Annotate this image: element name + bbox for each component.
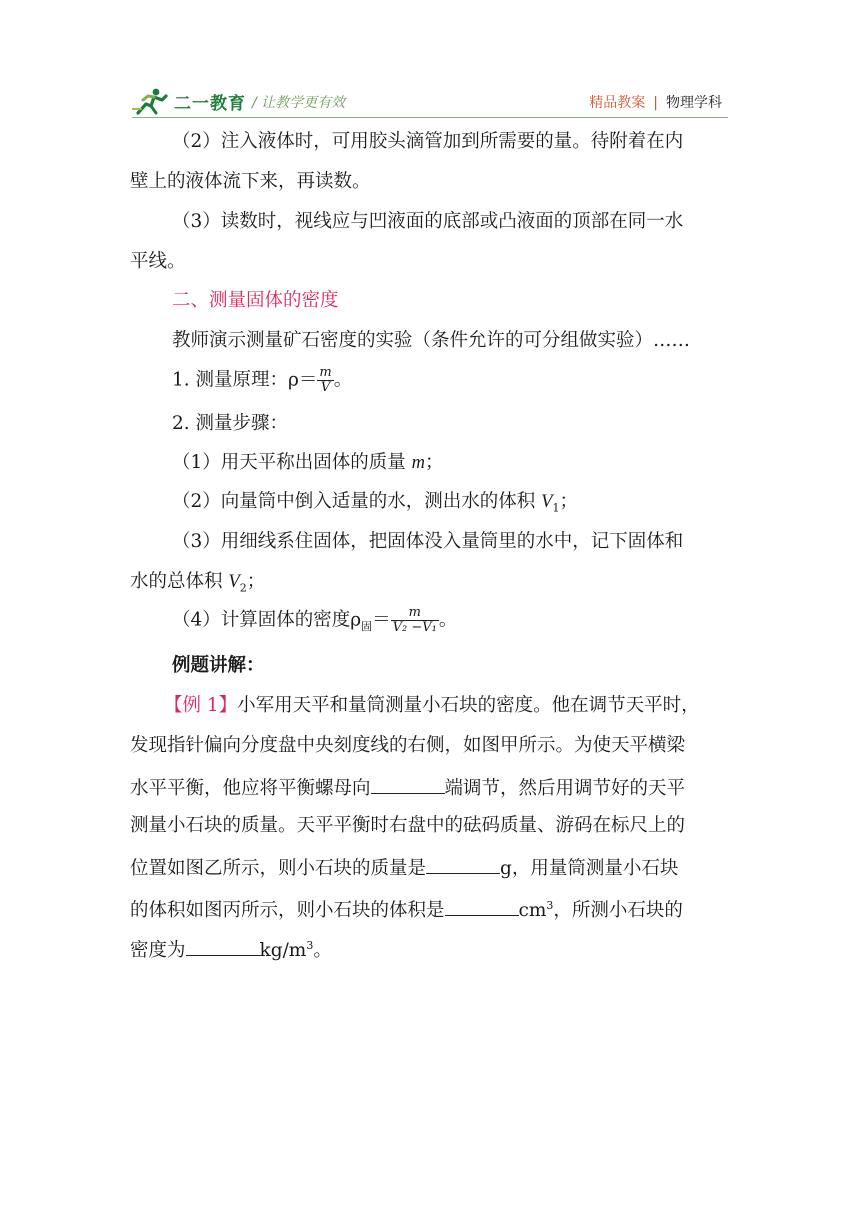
- step-4: [172, 606, 772, 638]
- example-line: [130, 935, 730, 962]
- example-text: 小军用天平和量筒测量小石块的密度。他在调节天平时，: [237, 695, 700, 716]
- paragraph-line: （2）注入液体时，可用胶头滴管加到所需要的量。待附着在内: [172, 131, 684, 152]
- slogan: / 让教学更有效: [252, 95, 346, 111]
- fraction-denominator: V: [320, 380, 331, 395]
- example-tag: 【例 1】: [164, 695, 238, 716]
- header-separator: |: [653, 95, 658, 111]
- header-category: [589, 92, 722, 112]
- step-3-continued: [130, 571, 730, 600]
- step-suffix: ；: [425, 452, 444, 473]
- density-fraction: [317, 366, 333, 395]
- fraction-denominator: V₂ −V₁: [392, 620, 437, 635]
- step-suffix: ；: [559, 491, 578, 512]
- example-line: [130, 895, 730, 922]
- example-text: 密度为: [130, 940, 186, 962]
- example-text: ，所测小石块的: [553, 900, 683, 922]
- answer-blank[interactable]: [445, 897, 519, 916]
- variable-v: V: [541, 492, 553, 512]
- example-text: g，用量筒测量小石块: [500, 858, 679, 879]
- unit: kg/m: [259, 940, 307, 962]
- example-line: 发现指针偏向分度盘中央刻度线的右侧，如图甲所示。为使天平横梁: [130, 735, 686, 756]
- example-line: [130, 855, 730, 880]
- step-suffix: 。: [438, 609, 458, 631]
- example-line: 测量小石块的质量。天平平衡时右盘中的砝码质量、游码在标尺上的: [130, 815, 686, 836]
- step-text: （4）计算固体的密度ρ: [172, 609, 362, 631]
- step-text: （2）向量筒中倒入适量的水，测出水的体积: [172, 491, 542, 512]
- example-line: [130, 775, 730, 800]
- header-label: 精品教案: [589, 95, 646, 111]
- step-suffix: ；: [246, 571, 266, 592]
- brand-logo: [132, 86, 246, 116]
- example-text: 水平平衡，他应将平衡螺母向: [130, 778, 371, 799]
- header-divider: [132, 117, 728, 118]
- variable-v: V: [228, 572, 240, 592]
- logo-text: 二一教育: [174, 93, 246, 114]
- density-fraction: [391, 606, 439, 635]
- example-line: [164, 695, 764, 717]
- fraction-numerator: m: [319, 365, 332, 380]
- subscript: 固: [361, 620, 373, 634]
- example-text: 的体积如图丙所示，则小石块的体积是: [130, 900, 445, 922]
- answer-blank[interactable]: [186, 937, 260, 956]
- paragraph-line: 教师演示测量矿石密度的实验（条件允许的可分组做实验）……: [172, 330, 691, 351]
- step-1: [172, 452, 772, 474]
- principle-suffix: 。: [333, 369, 353, 391]
- header-subject: 物理学科: [666, 95, 722, 111]
- principle-prefix: 1. 测量原理：ρ＝: [172, 369, 318, 391]
- example-text: 。: [313, 940, 332, 962]
- principle-line: [172, 366, 772, 395]
- step-2: [172, 491, 772, 520]
- section-heading: 二、测量固体的密度: [172, 290, 339, 311]
- running-person-logo-icon: [132, 87, 170, 115]
- example-text: 位置如图乙所示，则小石块的质量是: [130, 858, 427, 879]
- fraction-numerator: m: [391, 606, 439, 621]
- paragraph-line: 壁上的液体流下来，再读数。: [130, 171, 371, 192]
- superscript: 3: [306, 939, 314, 952]
- step-text: 水的总体积: [130, 571, 229, 592]
- paragraph-line: 平线。: [130, 251, 186, 272]
- variable-m: m: [411, 453, 426, 473]
- examples-title: 例题讲解：: [172, 655, 265, 676]
- equals: ＝: [372, 609, 391, 631]
- answer-blank[interactable]: [426, 855, 500, 874]
- subscript: 2: [239, 581, 247, 595]
- step-3: （3）用细线系住固体，把固体没入量筒里的水中，记下固体和: [172, 531, 684, 552]
- example-text: 端调节，然后用调节好的天平: [444, 778, 686, 799]
- superscript: 3: [546, 899, 554, 912]
- page-header: [132, 86, 722, 116]
- step-text: （1）用天平称出固体的质量: [172, 452, 412, 473]
- steps-title: 2. 测量步骤：: [172, 413, 289, 434]
- answer-blank[interactable]: [371, 775, 445, 794]
- subscript: 1: [552, 501, 560, 515]
- paragraph-line: （3）读数时，视线应与凹液面的底部或凸液面的顶部在同一水: [172, 211, 684, 232]
- unit: cm: [518, 900, 547, 922]
